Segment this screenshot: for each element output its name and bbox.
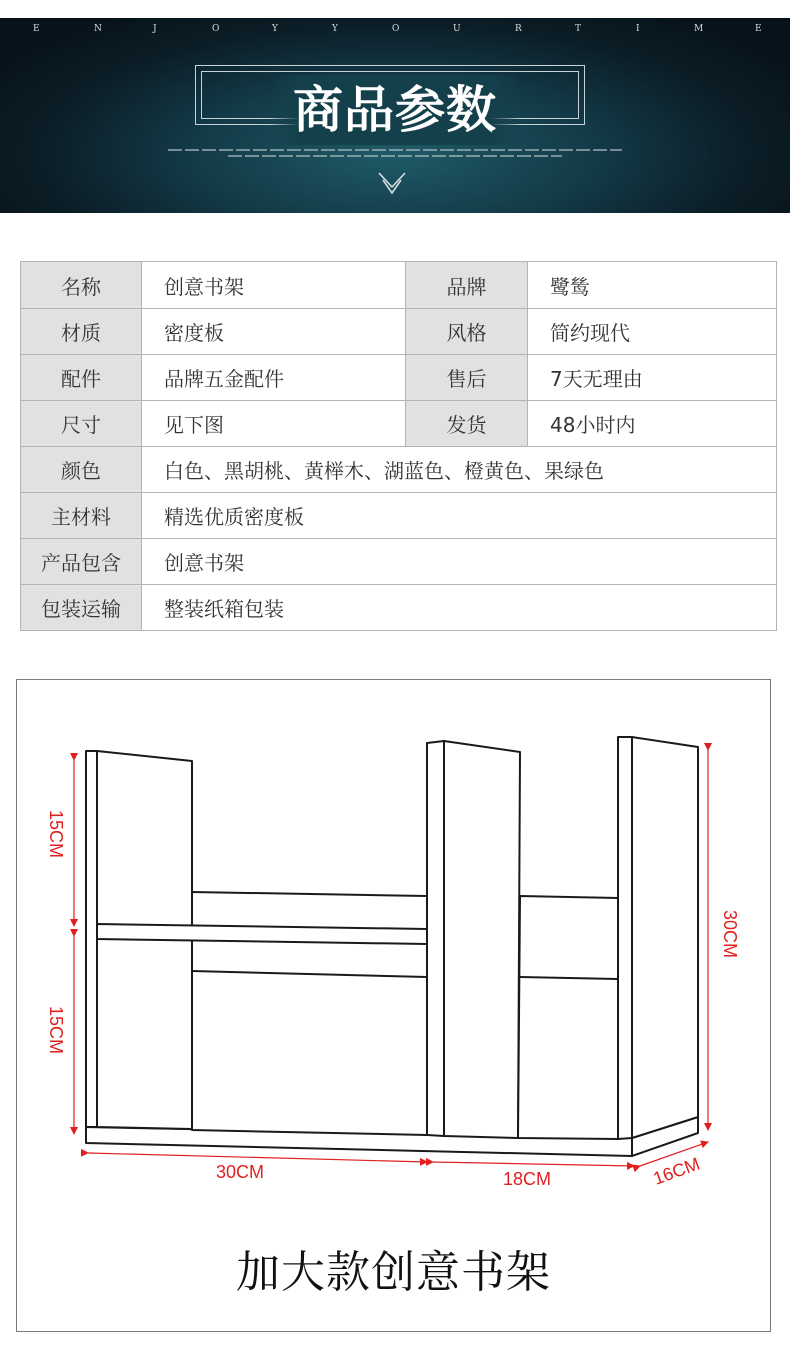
param-label: 尺寸 <box>21 401 142 447</box>
param-label: 包装运输 <box>21 585 142 631</box>
tagline-letter: E <box>33 24 40 34</box>
tagline-letter: J <box>153 24 157 34</box>
param-label: 配件 <box>21 355 142 401</box>
tagline-letter: R <box>515 24 522 34</box>
param-value: 品牌五金配件 <box>142 355 406 401</box>
param-value: 密度板 <box>142 309 406 355</box>
tagline-letter: N <box>94 24 102 34</box>
right-back-panel <box>518 896 618 1139</box>
param-value: 鹭鸶 <box>528 262 777 309</box>
tagline-letter: O <box>212 24 220 34</box>
param-value: 创意书架 <box>142 539 777 585</box>
dim-height-label: 30CM <box>720 910 740 959</box>
param-label: 发货 <box>406 401 528 447</box>
dim-upper-label: 15CM <box>46 810 66 859</box>
center-divider-edge <box>427 741 444 1136</box>
param-label: 售后 <box>406 355 528 401</box>
center-divider-panel <box>444 741 520 1138</box>
diagram-caption: 加大款创意书架 <box>236 1247 551 1298</box>
tagline-letter: T <box>575 24 582 34</box>
param-value: 创意书架 <box>142 262 406 309</box>
dim-width-right-label: 18CM <box>503 1169 552 1189</box>
right-side-panel <box>632 737 698 1138</box>
dim-depth-label: 16CM <box>650 1153 703 1189</box>
param-value: 整装纸箱包装 <box>142 585 777 631</box>
left-side-edge <box>86 751 97 1127</box>
param-value: 简约现代 <box>528 309 777 355</box>
tagline-letter: Y <box>272 24 278 34</box>
tagline-letter: Y <box>332 24 338 34</box>
param-label: 颜色 <box>21 447 142 493</box>
param-value: 7天无理由 <box>528 355 777 401</box>
banner-title: 商品参数 <box>270 75 520 145</box>
tagline-letter: M <box>694 24 704 34</box>
param-value: 见下图 <box>142 401 406 447</box>
right-side-edge <box>618 737 632 1139</box>
param-label: 名称 <box>21 262 142 309</box>
param-label: 风格 <box>406 309 528 355</box>
tagline-letter: E <box>755 24 762 34</box>
tagline-letter: U <box>453 24 461 34</box>
param-label: 材质 <box>21 309 142 355</box>
param-value: 白色、黑胡桃、黄榉木、湖蓝色、橙黄色、果绿色 <box>142 447 777 493</box>
param-label: 品牌 <box>406 262 528 309</box>
param-label: 主材料 <box>21 493 142 539</box>
param-label: 产品包含 <box>21 539 142 585</box>
tagline-letter: O <box>392 24 400 34</box>
dim-lower-label: 15CM <box>46 1006 66 1055</box>
param-value: 精选优质密度板 <box>142 493 777 539</box>
tagline-letter: I <box>636 24 640 34</box>
param-value: 48小时内 <box>528 401 777 447</box>
dim-width-left-label: 30CM <box>216 1162 265 1182</box>
